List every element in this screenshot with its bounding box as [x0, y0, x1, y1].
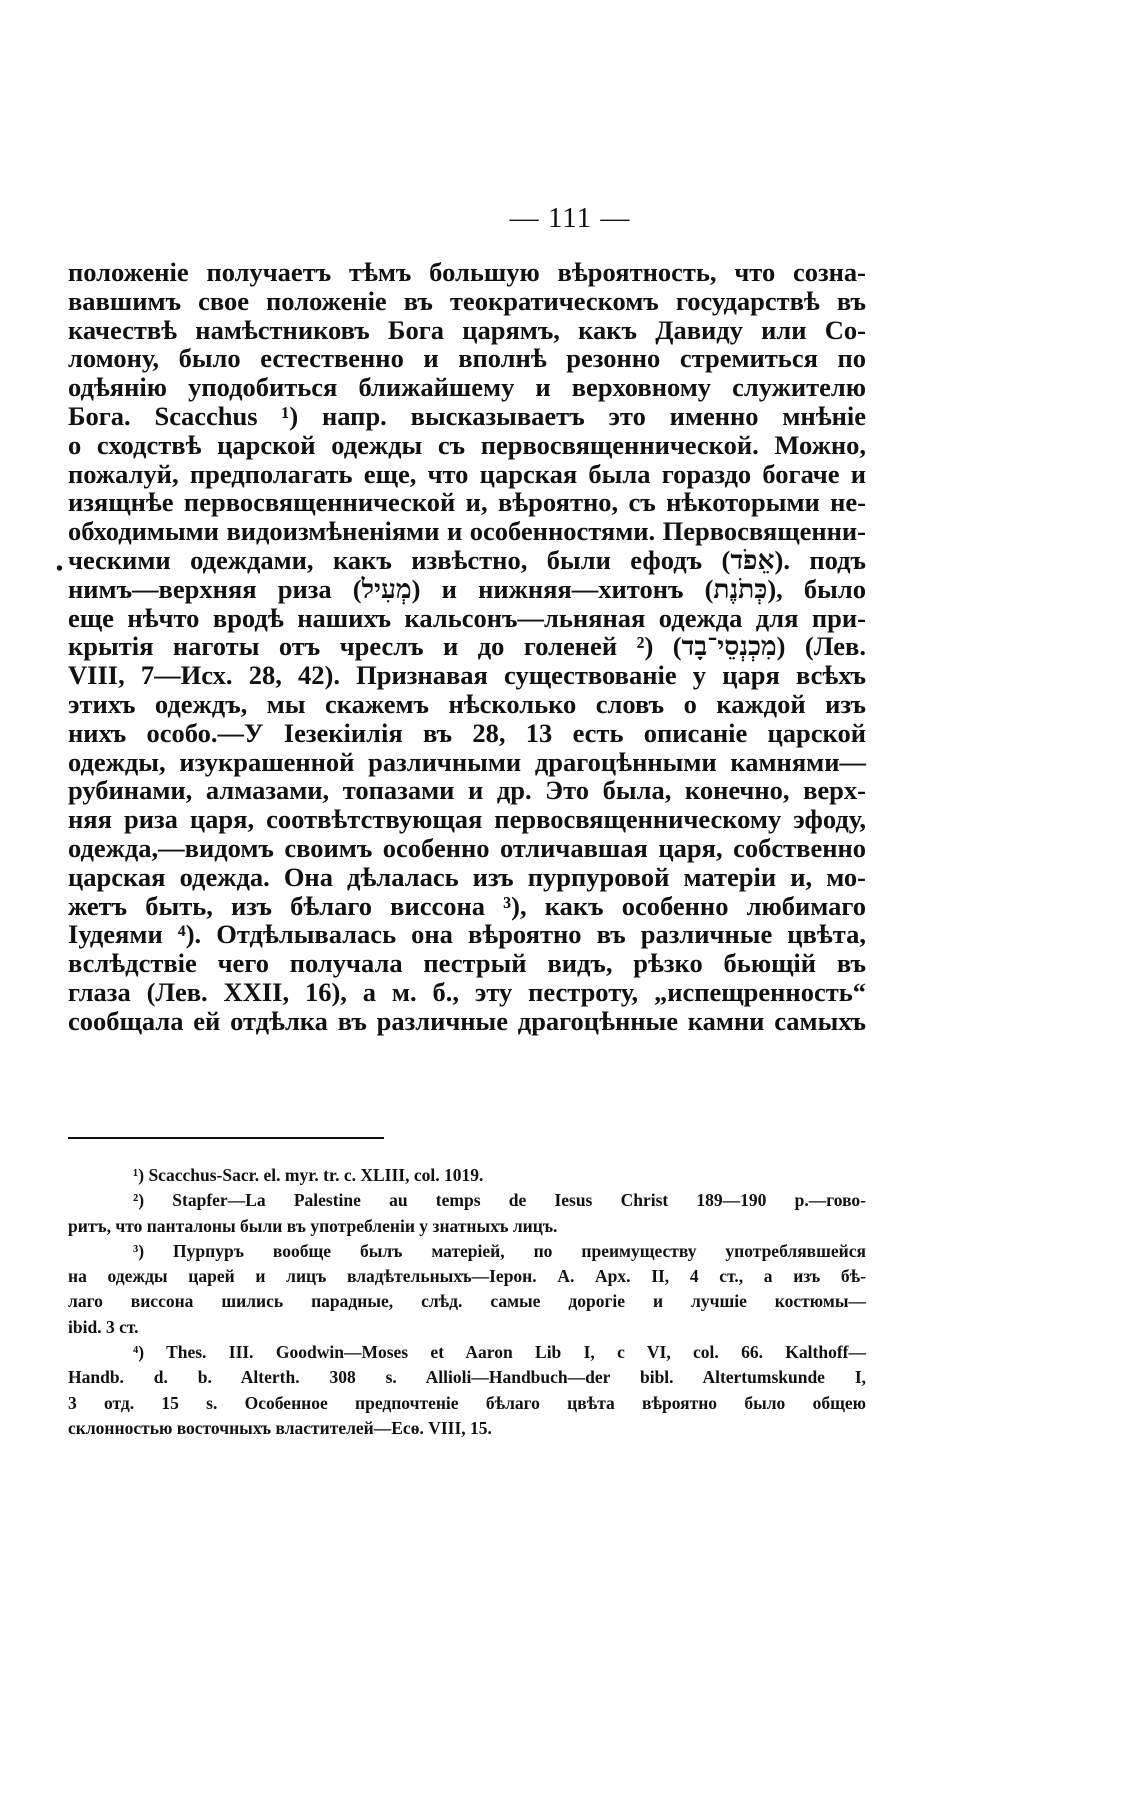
body-line: сообщала ей отдѣлка въ различные драгоцѣнные камни самыхъ — [68, 1005, 866, 1036]
body-line: о сходствѣ царской одежды съ первосвященнической. Можно, — [68, 429, 866, 460]
body-line: Іудеями ⁴). Отдѣлывалась она вѣроятно въ различные цвѣта, — [68, 919, 866, 950]
footnote-1 — [68, 1163, 866, 1188]
footnote-4 — [68, 1340, 866, 1441]
main-text — [68, 258, 866, 1036]
footnotes — [68, 1163, 866, 1441]
body-line: царская одежда. Она дѣлалась изъ пурпуровой матеріи и, мо- — [68, 861, 866, 892]
body-line: жетъ быть, изъ бѣлаго виссона ³), какъ особенно любимаго — [68, 890, 866, 921]
footnote-line: на одежды царей и лицъ владѣтельныхъ—Іерон. А. Арх. II, 4 ст., а изъ бѣ- — [68, 1266, 866, 1287]
body-line: одежды, изукрашенной различными драгоцѣнными камнями— — [68, 746, 866, 777]
page-number: — 111 — — [509, 202, 631, 234]
body-line: нихъ особо.—У Іезекіилія въ 28, 13 есть описаніе царской — [68, 717, 866, 748]
footnote-line: ³) Пурпуръ вообще былъ матеріей, по преимуществу употреблявшейся — [133, 1240, 866, 1261]
body-line: крытія наготы отъ чреслъ и до голеней ²) (מִכְנְסֵי־בָד) (Лев. — [68, 631, 866, 662]
footnote-3 — [68, 1239, 866, 1340]
footnote-line: 3 отд. 15 s. Особенное предпочтеніе бѣлаго цвѣта вѣроятно было общею — [68, 1392, 866, 1413]
footnote-line: ритъ, что панталоны были въ употребленіи у знатныхъ лицъ. — [68, 1215, 558, 1236]
footnote-line: ²) Stapfer—La Palestine au temps de Iesus Christ 189—190 p.—гово- — [133, 1190, 866, 1211]
body-line: положеніе получаетъ тѣмъ большую вѣроятность, что созна- — [68, 257, 866, 287]
footnote-divider — [68, 1137, 384, 1139]
body-line: изящнѣе первосвященнической и, вѣроятно, съ нѣкоторыми не- — [68, 487, 866, 518]
body-line: Бога. Scacchus ¹) напр. высказываетъ это именно мнѣніе — [68, 400, 866, 431]
body-line: этихъ одеждъ, мы скажемъ нѣсколько словъ о каждой изъ — [68, 688, 866, 719]
body-line: глаза (Лев. XXII, 16), а м. б., эту пестроту, „испещренность“ — [68, 976, 866, 1007]
body-line: качествѣ намѣстниковъ Бога царямъ, какъ Давиду или Со- — [68, 314, 866, 345]
footnote-line: лаго виссона шились парадные, слѣд. самые дорогіе и лучшіе костюмы— — [68, 1291, 866, 1312]
margin-mark: • — [56, 558, 64, 580]
body-line: VIII, 7—Исх. 28, 42). Признавая существованіе у царя всѣхъ — [68, 660, 866, 691]
body-line: нимъ—верхняя риза (מְעִיל) и нижняя—хитонъ (כְּתֹנֶת), было — [68, 573, 866, 604]
footnote-2 — [68, 1188, 866, 1239]
body-line: рубинами, алмазами, топазами и др. Это была, конечно, верх- — [68, 775, 866, 806]
body-line: ломону, было естественно и вполнѣ резонно стремиться по — [68, 343, 866, 374]
body-line: еще нѣчто вродѣ нашихъ кальсонъ—льняная одежда для при- — [68, 602, 866, 633]
footnote-line: ¹) Scacchus-Sacr. el. myr. tr. c. XLIII, col. 1019. — [133, 1165, 484, 1185]
body-line: одежда,—видомъ своимъ особенно отличавшая царя, собственно — [68, 832, 866, 863]
footnote-line: ⁴) Thes. III. Goodwin—Moses et Aaron Lib I, c VI, col. 66. Kalthoff— — [133, 1342, 866, 1363]
footnote-line: ibid. 3 ст. — [68, 1316, 139, 1337]
body-line: няя риза царя, соотвѣтствующая первосвященническому эфоду, — [68, 804, 866, 835]
body-line: вслѣдствіе чего получала пестрый видъ, рѣзко бьющій въ — [68, 948, 866, 979]
body-line: ческими одеждами, какъ извѣстно, были ефодъ (אֵפֹד). подъ — [68, 544, 866, 575]
body-line: обходимыми видоизмѣненіями и особенностями. Первосвященни- — [68, 516, 866, 547]
body-line: пожалуй, предполагать еще, что царская была гораздо богаче и — [68, 458, 866, 489]
body-line: вавшимъ свое положеніе въ теократическомъ государствѣ въ — [68, 285, 866, 316]
footnote-line: склонностью восточныхъ властителей—Есѳ. VIII, 15. — [68, 1417, 492, 1438]
footnote-line: Handb. d. b. Alterth. 308 s. Allioli—Handbuch—der bibl. Altertumskunde I, — [68, 1367, 866, 1388]
body-line: одѣянію уподобиться ближайшему и верховному служителю — [68, 372, 866, 403]
